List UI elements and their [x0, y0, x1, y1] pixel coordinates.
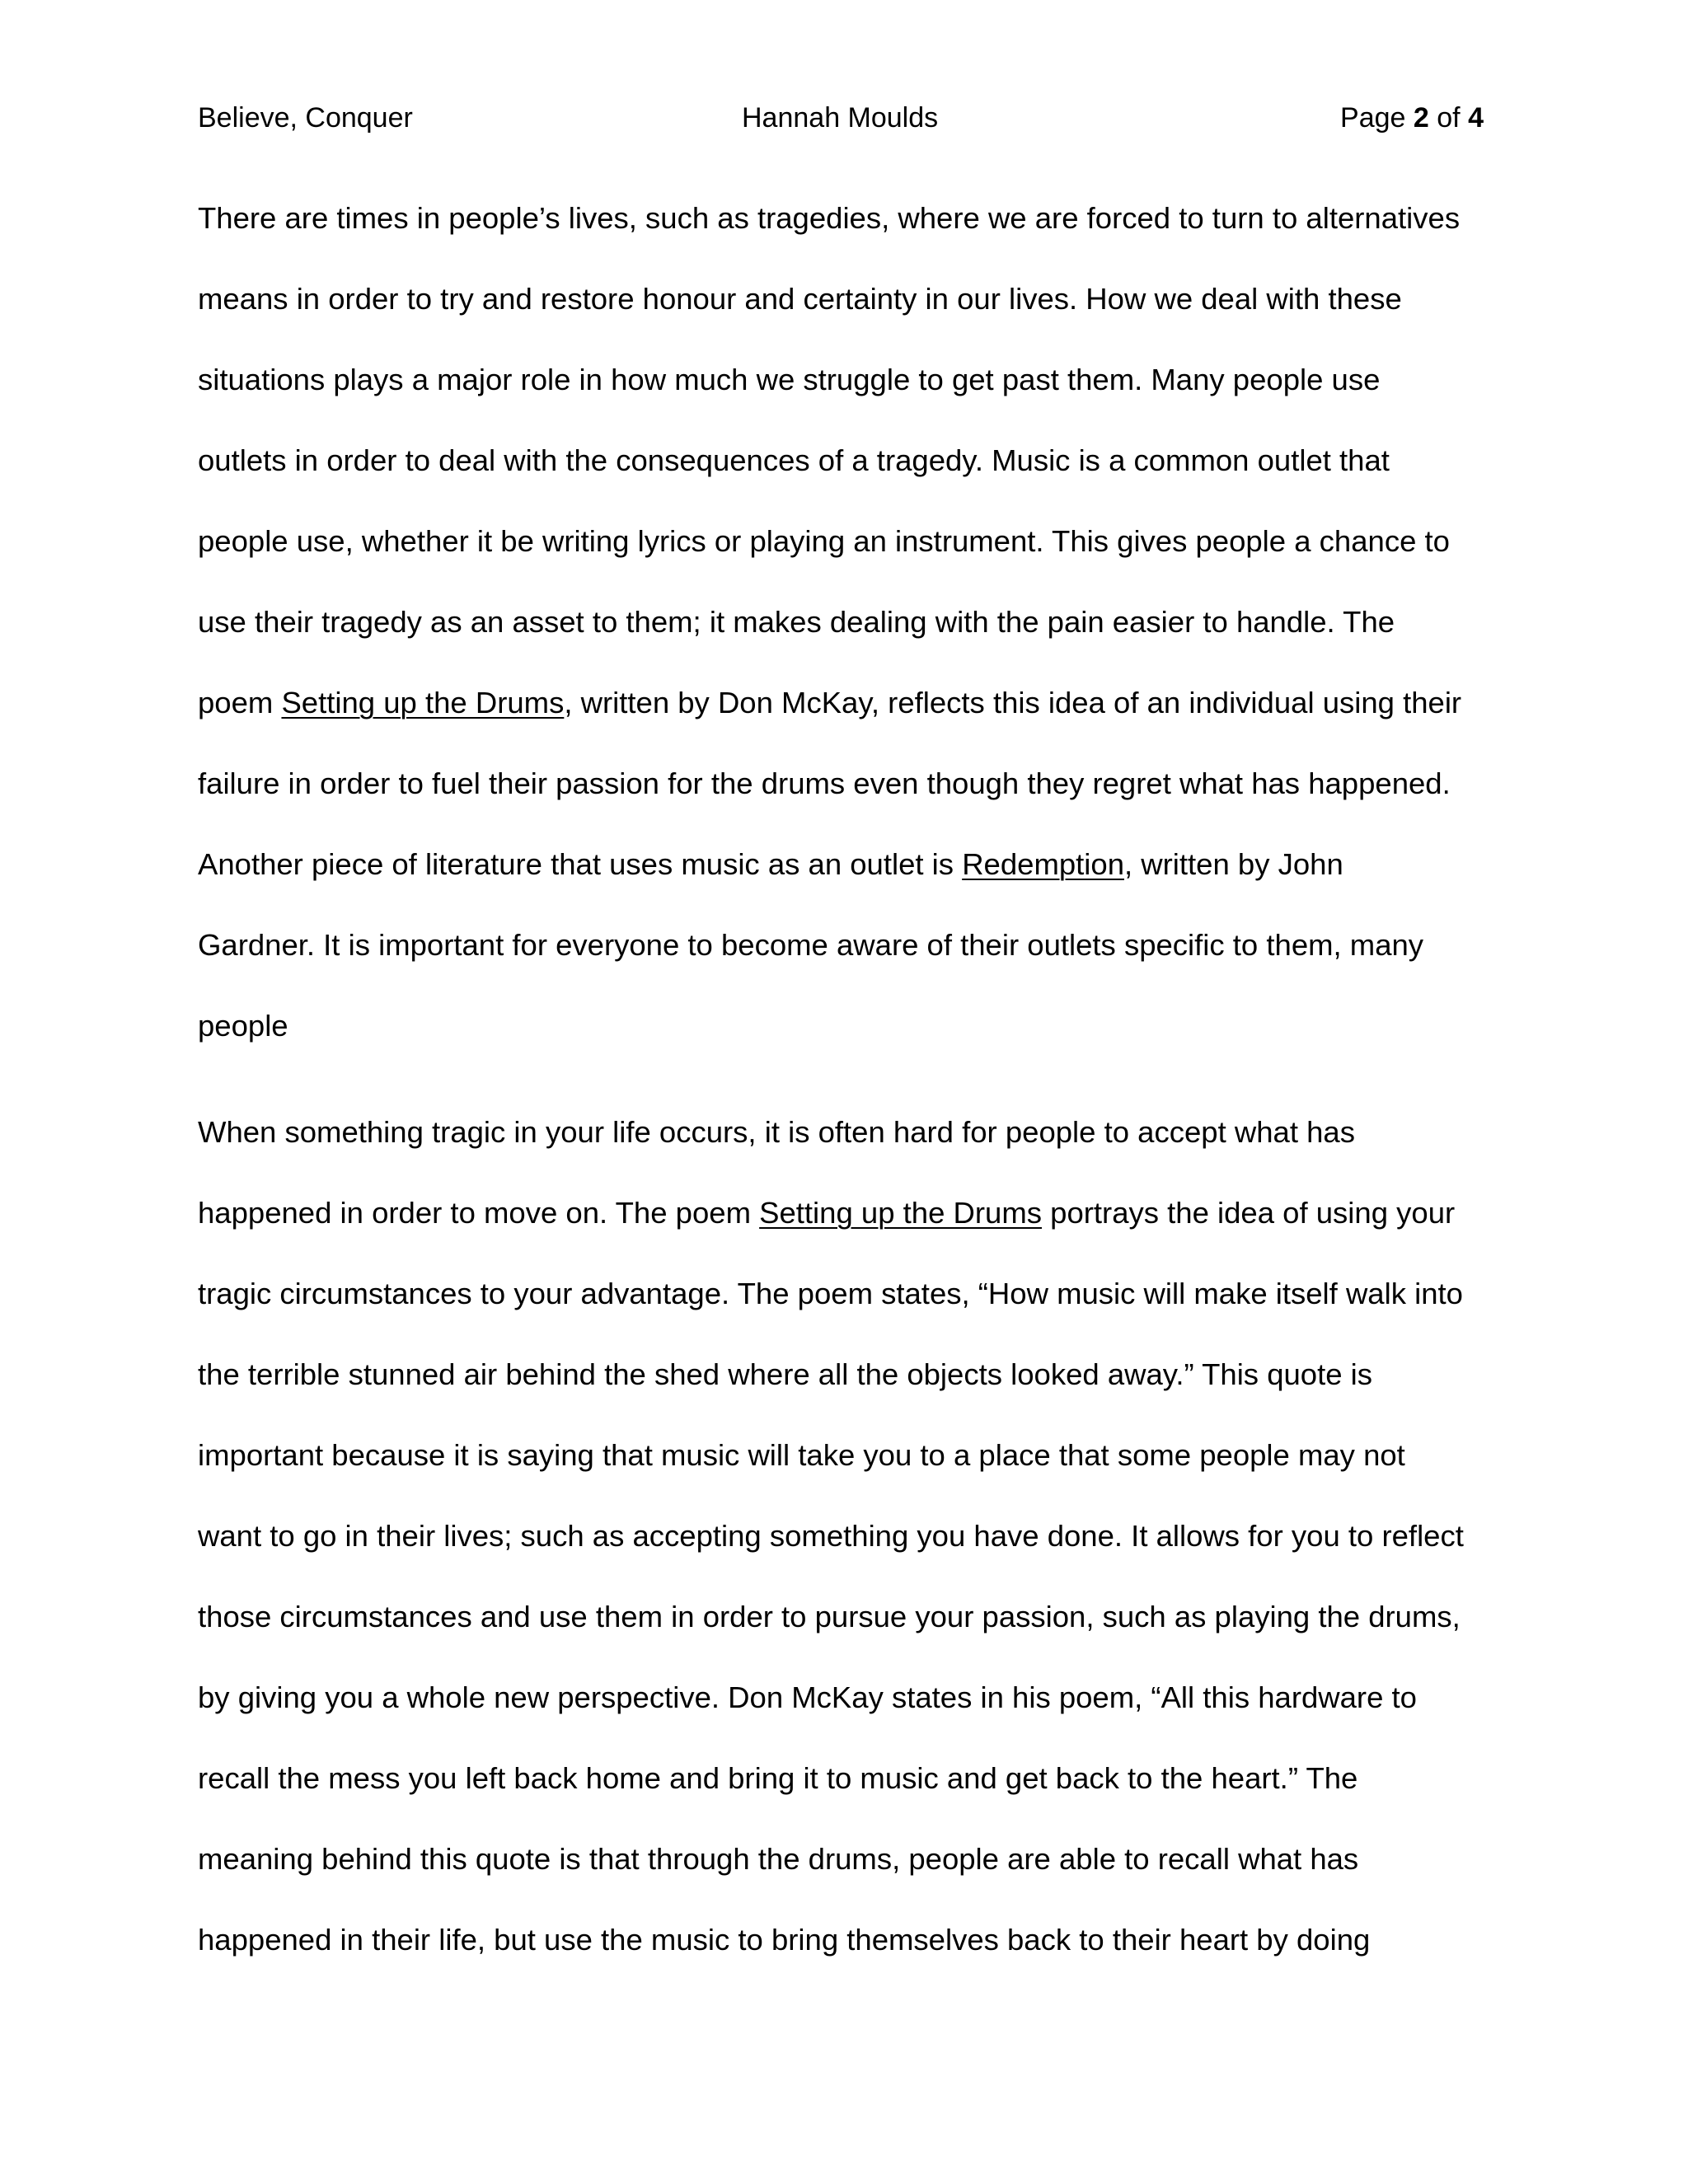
text-segment: portrays the idea of using your	[1042, 1196, 1456, 1230]
page-of: of	[1428, 102, 1469, 134]
text-line	[198, 663, 1500, 743]
header-title: Believe, Conquer	[198, 102, 413, 134]
text-segment: poem	[198, 686, 282, 719]
poem-title: Setting up the Drums	[281, 686, 565, 719]
text-segment: , written by Don McKay, reflects this idea of an individual using their	[564, 686, 1462, 719]
work-title: Redemption	[962, 847, 1124, 881]
text-line: happened in their life, but use the music to bring themselves back to their heart by doing	[198, 1923, 1371, 1957]
text-line: the terrible stunned air behind the shed where all the objects looked away.” This quote is	[198, 1357, 1373, 1391]
page-current: 2	[1413, 102, 1429, 134]
text-line: tragic circumstances to your advantage. The poem states, “How music will make itself walk into	[198, 1277, 1463, 1310]
text-line: people	[198, 1009, 288, 1043]
text-line: important because it is saying that music will take you to a place that some people may not	[198, 1438, 1405, 1472]
text-line: use their tragedy as an asset to them; it makes dealing with the pain easier to handle. The	[198, 605, 1395, 639]
text-line: those circumstances and use them in order to pursue your passion, such as playing the drums,	[198, 1600, 1461, 1633]
paragraph-body	[198, 1092, 1500, 1980]
text-segment: Another piece of literature that uses music as an outlet is	[198, 847, 963, 881]
page-prefix: Page	[1340, 102, 1414, 134]
poem-title: Setting up the Drums	[759, 1196, 1042, 1230]
page-header	[198, 97, 1484, 138]
text-line	[198, 1173, 1500, 1254]
paragraph-intro	[198, 178, 1500, 1066]
text-line: When something tragic in your life occurs, it is often hard for people to accept what has	[198, 1115, 1355, 1149]
text-line: Gardner. It is important for everyone to become aware of their outlets specific to them, many	[198, 928, 1424, 962]
page-total: 4	[1468, 102, 1484, 134]
text-line: means in order to try and restore honour and certainty in our lives. How we deal with these	[198, 282, 1402, 316]
text-segment: , written by John	[1124, 847, 1343, 881]
text-line: want to go in their lives; such as accepting something you have done. It allows for you to reflect	[198, 1519, 1464, 1553]
text-line: by giving you a whole new perspective. Don McKay states in his poem, “All this hardware to	[198, 1680, 1417, 1714]
text-line	[198, 824, 1500, 905]
text-line: situations plays a major role in how much we struggle to get past them. Many people use	[198, 363, 1381, 396]
text-line: people use, whether it be writing lyrics or playing an instrument. This gives people a chance to	[198, 524, 1450, 558]
header-author: Hannah Moulds	[742, 102, 939, 134]
header-page-number	[1340, 97, 1484, 138]
text-line: failure in order to fuel their passion for the drums even though they regret what has happened.	[198, 766, 1451, 800]
text-segment: happened in order to move on. The poem	[198, 1196, 760, 1230]
text-line: outlets in order to deal with the consequences of a tragedy. Music is a common outlet that	[198, 443, 1390, 477]
text-line: meaning behind this quote is that through the drums, people are able to recall what has	[198, 1842, 1359, 1876]
text-line: There are times in people’s lives, such as tragedies, where we are forced to turn to alternatives	[198, 201, 1461, 235]
text-line: recall the mess you left back home and bring it to music and get back to the heart.” The	[198, 1761, 1358, 1795]
